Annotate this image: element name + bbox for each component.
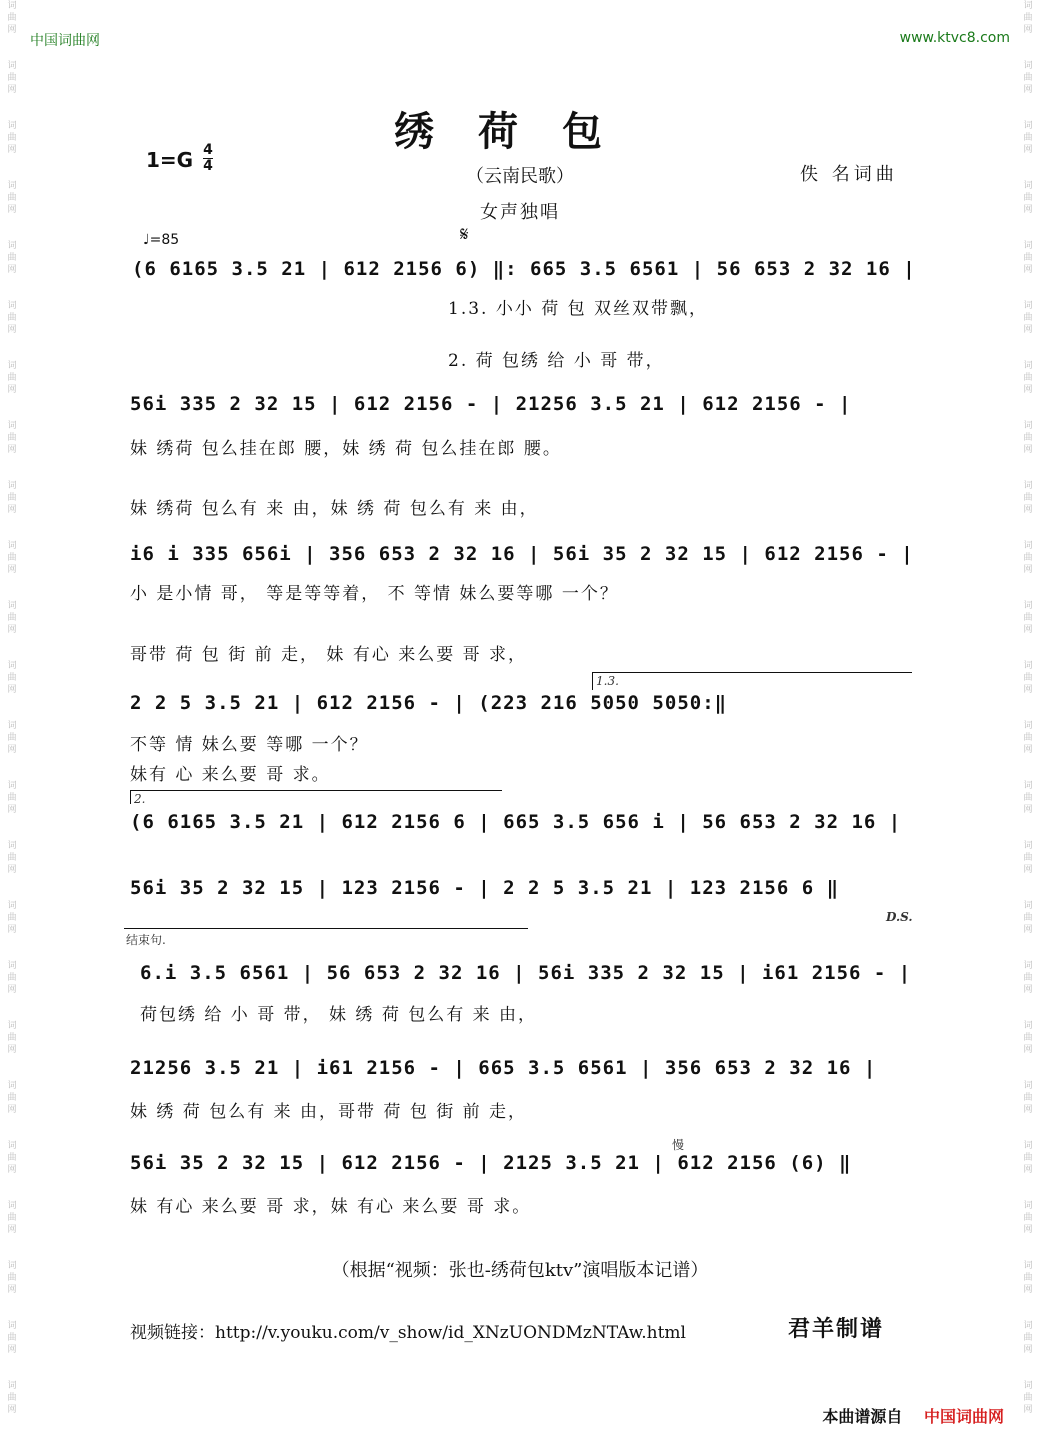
ds-mark: D.S. <box>886 910 913 924</box>
notation-line-5: (6 6165 3.5 21 | 612 2156 6 | 665 3.5 656 i | 56 653 2 32 16 | <box>130 811 902 833</box>
author-credit: 佚 名词曲 <box>800 164 898 185</box>
performance-type: 女声独唱 <box>480 202 560 223</box>
watermark-text: 词 曲 网 <box>1023 841 1033 875</box>
watermark-text: 词 曲 网 <box>1023 1081 1033 1115</box>
watermark-text: 词 曲 网 <box>1023 421 1033 455</box>
watermark-text: 词 曲 网 <box>1023 721 1033 755</box>
watermark-text: 词 曲 网 <box>1023 661 1033 695</box>
site-name-left[interactable]: 中国词曲网 <box>30 33 100 49</box>
watermark-text: 词 曲 网 <box>1023 1381 1033 1415</box>
watermark-text: 词 曲 网 <box>1023 61 1033 95</box>
notation-line-1: (6 6165 3.5 21 | 612 2156 6) ‖: 665 3.5 6561 | 56 653 2 32 16 | <box>132 258 916 280</box>
volta-bracket-2-edge <box>130 790 131 804</box>
watermark-text: 词 曲 网 <box>7 121 17 155</box>
watermark-text: 词 曲 网 <box>1023 121 1033 155</box>
ending-bracket <box>124 928 528 929</box>
transcriber-seal: 君羊制谱 <box>788 1316 885 1342</box>
watermark-text: 词 曲 网 <box>1023 241 1033 275</box>
watermark-text: 词 曲 网 <box>1023 781 1033 815</box>
watermark-text: 词 曲 网 <box>7 601 17 635</box>
watermark-text: 词 曲 网 <box>7 721 17 755</box>
watermark-text: 词 曲 网 <box>1023 901 1033 935</box>
watermark-text: 词 曲 网 <box>7 781 17 815</box>
meter-top: 4 <box>203 142 213 158</box>
watermark-text: 词 曲 网 <box>1023 481 1033 515</box>
watermark-text: 词 曲 网 <box>7 1321 17 1355</box>
volta-bracket-1-edge <box>592 672 593 690</box>
watermark-text: 词 曲 网 <box>1023 1321 1033 1355</box>
tempo-mark: ♩=85 <box>143 232 180 248</box>
watermark-text: 词 曲 网 <box>7 1261 17 1295</box>
watermark-text: 词 曲 网 <box>7 1081 17 1115</box>
watermark-text: 词 曲 网 <box>7 541 17 575</box>
watermark-text: 词 曲 网 <box>7 1021 17 1055</box>
notation-line-7: 6.i 3.5 6561 | 56 653 2 32 16 | 56i 335 2 32 15 | i61 2156 - | <box>140 962 912 984</box>
lyric-line-3a: 小 是小情 哥， 等是等等着， 不 等情 妹么要等哪 一个？ <box>130 584 619 604</box>
watermark-text: 词 曲 网 <box>1023 1 1033 35</box>
watermark-text: 词 曲 网 <box>1023 301 1033 335</box>
watermark-text: 词 曲 网 <box>7 961 17 995</box>
watermark-text: 词 曲 网 <box>7 301 17 335</box>
lyric-line-2a: 妹 绣荷 包么挂在郎 腰，妹 绣 荷 包么挂在郎 腰。 <box>130 439 562 459</box>
watermark-text: 词 曲 网 <box>7 841 17 875</box>
source-brand-link[interactable]: 中国词曲网 <box>923 1407 1004 1426</box>
watermark-text: 词 曲 网 <box>7 1141 17 1175</box>
watermark-text: 词 曲 网 <box>7 241 17 275</box>
segno-icon: 𝄋 <box>460 222 469 246</box>
watermark-text: 词 曲 网 <box>7 421 17 455</box>
lyric-line-7: 荷包绣 给 小 哥 带， 妹 绣 荷 包么有 来 由， <box>140 1005 538 1025</box>
meter-bottom: 4 <box>203 158 213 174</box>
lyric-line-1b: 2. 荷 包绣 给 小 哥 带， <box>448 351 665 371</box>
watermark-text: 词 曲 网 <box>1023 1141 1033 1175</box>
watermark-text: 词 曲 网 <box>7 61 17 95</box>
volta-label-2: 2. <box>134 792 146 806</box>
watermark-text: 词 曲 网 <box>1023 181 1033 215</box>
source-credit <box>822 1404 1004 1427</box>
key-signature: 1=G <box>146 148 194 172</box>
volta-bracket-1 <box>592 672 912 673</box>
volta-label-1: 1.3. <box>596 674 619 688</box>
watermark-text: 词 曲 网 <box>1023 541 1033 575</box>
lyric-line-4a: 不等 情 妹么要 等哪 一个？ <box>130 735 369 755</box>
watermark-text: 词 曲 网 <box>7 1201 17 1235</box>
watermark-text: 词 曲 网 <box>1023 1201 1033 1235</box>
lyric-line-1a: 1.3. 小小 荷 包 双丝双带飘， <box>448 299 709 319</box>
watermark-text: 词 曲 网 <box>1023 361 1033 395</box>
notation-line-2: 56i 335 2 32 15 | 612 2156 - | 21256 3.5 21 | 612 2156 - | <box>130 393 852 415</box>
watermark-text: 词 曲 网 <box>1023 601 1033 635</box>
watermark-text: 词 曲 网 <box>7 181 17 215</box>
ending-label: 结束句. <box>126 933 166 947</box>
volta-bracket-2 <box>130 790 502 791</box>
watermark-text: 词 曲 网 <box>1023 1021 1033 1055</box>
watermark-text: 词 曲 网 <box>1023 961 1033 995</box>
lyric-line-4b: 妹有 心 来么要 哥 求。 <box>130 765 331 785</box>
watermark-text: 词 曲 网 <box>7 361 17 395</box>
lyric-line-3b: 哥带 荷 包 街 前 走， 妹 有心 来么要 哥 求， <box>130 645 528 665</box>
lyric-line-8: 妹 绣 荷 包么有 来 由，哥带 荷 包 街 前 走， <box>130 1102 528 1122</box>
watermark-text: 词 曲 网 <box>7 1 17 35</box>
song-title: 绣荷包 <box>394 108 646 155</box>
lyric-line-2b: 妹 绣荷 包么有 来 由，妹 绣 荷 包么有 来 由， <box>130 499 539 519</box>
watermark-text: 词 曲 网 <box>7 481 17 515</box>
transcription-note: （根据“视频：张也-绣荷包ktv”演唱版本记谱） <box>331 1260 709 1281</box>
slow-mark: 慢 <box>672 1138 685 1152</box>
notation-line-4: 2 2 5 3.5 21 | 612 2156 - | (223 216 5050 5050:‖ <box>130 692 728 714</box>
watermark-text: 词 曲 网 <box>7 661 17 695</box>
notation-line-6: 56i 35 2 32 15 | 123 2156 - | 2 2 5 3.5 21 | 123 2156 6 ‖ <box>130 877 840 899</box>
video-link[interactable]: 视频链接：http://v.youku.com/v_show/id_XNzUONDMzNTAw.html <box>130 1323 686 1343</box>
watermark-text: 词 曲 网 <box>1023 1261 1033 1295</box>
source-prefix: 本曲谱源自 <box>822 1407 903 1426</box>
lyric-line-9: 妹 有心 来么要 哥 求，妹 有心 来么要 哥 求。 <box>130 1197 532 1217</box>
notation-line-9: 56i 35 2 32 15 | 612 2156 - | 2125 3.5 21 | 612 2156 (6) ‖ <box>130 1152 852 1174</box>
watermark-text: 词 曲 网 <box>7 1381 17 1415</box>
genre-note: （云南民歌） <box>466 166 574 187</box>
notation-line-8: 21256 3.5 21 | i61 2156 - | 665 3.5 6561 | 356 653 2 32 16 | <box>130 1057 877 1079</box>
watermark-text: 词 曲 网 <box>7 901 17 935</box>
site-url-right[interactable]: www.ktvc8.com <box>899 30 1010 46</box>
notation-line-3: i6 i 335 656i | 356 653 2 32 16 | 56i 35 2 32 15 | 612 2156 - | <box>130 543 914 565</box>
